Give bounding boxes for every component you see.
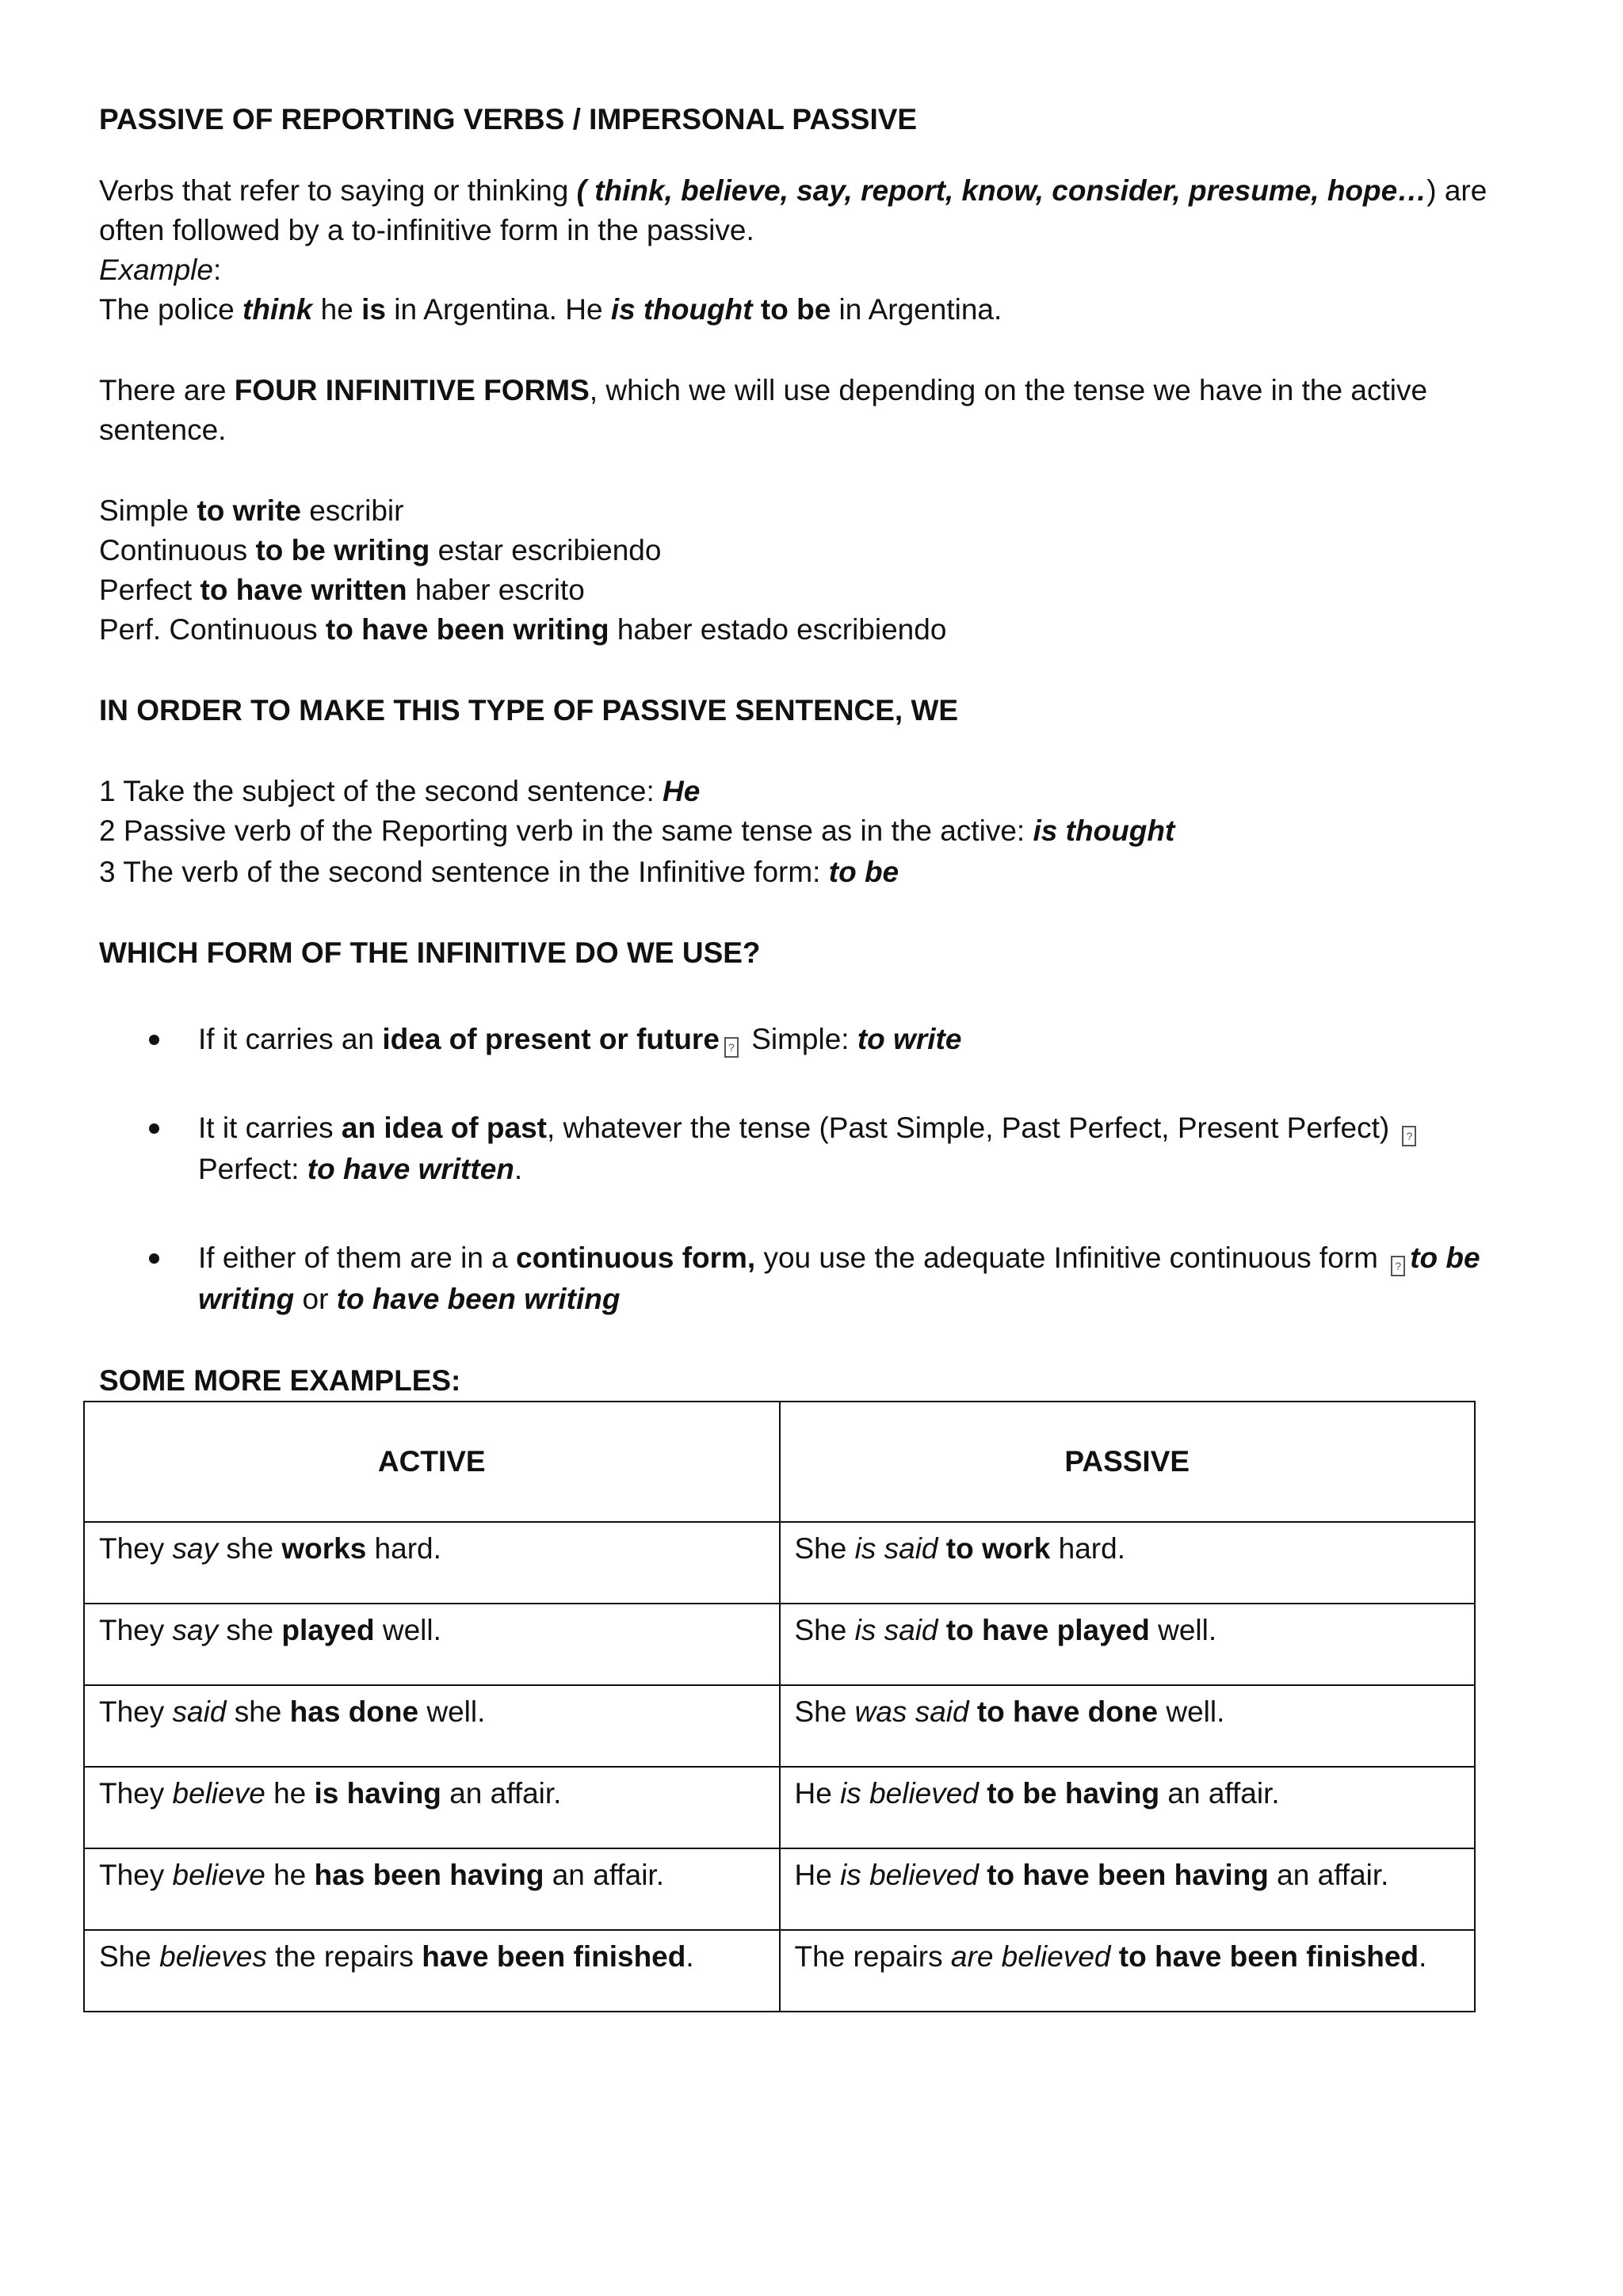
forms-intro-line-1 — [99, 371, 1427, 410]
bullet-text: Perfect: — [198, 1153, 307, 1185]
cell-text: well. — [1149, 1614, 1217, 1646]
cell-text: well. — [374, 1614, 441, 1646]
bullet-emph: an idea of past — [341, 1112, 547, 1144]
form-name: Perfect — [99, 574, 200, 606]
cell-text: an affair. — [441, 1777, 562, 1810]
intro-text: Verbs that refer to saying or thinking — [99, 174, 577, 207]
example-emph: is thought — [610, 293, 753, 326]
active-cell — [84, 1930, 780, 2012]
table-row — [84, 1604, 1475, 1685]
bullet-emph: to be — [1410, 1241, 1480, 1274]
table-row — [84, 1930, 1475, 2012]
cell-bold: to be having — [987, 1777, 1160, 1810]
bullet-icon — [149, 1253, 159, 1264]
cell-text: He — [794, 1859, 841, 1891]
cell-text: an affair. — [1268, 1859, 1389, 1891]
cell-text — [979, 1859, 987, 1891]
cell-italic: was said — [854, 1695, 969, 1728]
bullet-text: Simple: — [743, 1023, 857, 1055]
bullet-text: or — [294, 1283, 337, 1315]
arrow-glyph-icon: ? — [1391, 1256, 1405, 1276]
table-row — [84, 1685, 1475, 1767]
passive-cell — [780, 1685, 1476, 1767]
cell-bold: to have been finished — [1118, 1940, 1419, 1973]
cell-italic: believe — [172, 1859, 265, 1891]
cell-italic: is said — [854, 1532, 938, 1565]
bullet-1 — [198, 1019, 961, 1060]
bullet-emph: continuous form, — [516, 1241, 756, 1274]
cell-italic: believe — [172, 1777, 265, 1810]
step-text: 1 Take the subject of the second sentence: — [99, 775, 663, 807]
bullet-3-line-1 — [198, 1238, 1480, 1279]
column-header-passive: PASSIVE — [780, 1402, 1476, 1522]
active-cell — [84, 1685, 780, 1767]
intro-line-1 — [99, 171, 1487, 211]
table-header-row — [84, 1402, 1475, 1522]
cell-italic: is said — [854, 1614, 938, 1646]
examples-table — [83, 1401, 1476, 2012]
bullet-emph: to have been writing — [336, 1283, 621, 1315]
form-example: to be writing — [255, 534, 430, 566]
cell-italic: is believed — [840, 1777, 979, 1810]
bullet-text: . — [514, 1153, 523, 1185]
example-emph: is — [361, 293, 386, 326]
cell-bold: to work — [945, 1532, 1051, 1565]
cell-text — [969, 1695, 977, 1728]
cell-italic: is believed — [840, 1859, 979, 1891]
forms-intro-line-2: sentence. — [99, 414, 227, 446]
column-header-active: ACTIVE — [84, 1402, 780, 1522]
form-translation: escribir — [300, 494, 404, 527]
bullet-emph: idea of present or future — [382, 1023, 720, 1055]
step-emph: is thought — [1033, 814, 1175, 847]
step-emph: to be — [828, 856, 899, 888]
cell-text — [1111, 1940, 1119, 1973]
active-cell — [84, 1604, 780, 1685]
cell-text: an affair. — [1159, 1777, 1280, 1810]
cell-italic: believes — [159, 1940, 267, 1973]
bullet-text: , whatever the tense (Past Simple, Past Perfect, Present Perfect) — [546, 1112, 1398, 1144]
bullet-text: It it carries — [198, 1112, 342, 1144]
cell-text: She — [99, 1940, 160, 1973]
form-translation: estar escribiendo — [430, 534, 662, 566]
step-3 — [99, 852, 899, 892]
cell-text: They — [99, 1614, 173, 1646]
forms-intro-text: , which we will use depending on the tense we have in the active — [589, 374, 1428, 406]
cell-text: hard. — [1050, 1532, 1125, 1565]
table-row — [84, 1848, 1475, 1930]
step-emph: He — [663, 775, 701, 807]
infinitive-form-perfect — [99, 570, 585, 610]
cell-text: she — [226, 1695, 290, 1728]
cell-text — [938, 1532, 946, 1565]
example-emph: think — [242, 293, 313, 326]
cell-text: The repairs — [794, 1940, 951, 1973]
form-example: to have written — [200, 574, 407, 606]
cell-bold: played — [281, 1614, 375, 1646]
form-name: Simple — [99, 494, 197, 527]
passive-cell — [780, 1522, 1476, 1604]
infinitive-form-perf-continuous — [99, 610, 946, 650]
example-text: in Argentina. — [831, 293, 1002, 326]
bullet-icon — [149, 1035, 159, 1045]
forms-intro-emph: FOUR INFINITIVE FORMS — [234, 374, 590, 406]
active-cell — [84, 1848, 780, 1930]
cell-text: hard. — [366, 1532, 441, 1565]
cell-text: They — [99, 1532, 173, 1565]
forms-intro-text: There are — [99, 374, 235, 406]
active-cell — [84, 1522, 780, 1604]
cell-text: he — [265, 1859, 315, 1891]
table-row — [84, 1767, 1475, 1848]
cell-bold: has done — [289, 1695, 419, 1728]
table-row — [84, 1522, 1475, 1604]
passive-cell — [780, 1767, 1476, 1848]
cell-bold: to have been having — [987, 1859, 1269, 1891]
form-translation: haber escrito — [407, 574, 585, 606]
bullet-3-line-2 — [198, 1279, 620, 1320]
form-translation: haber estado escribiendo — [609, 613, 947, 646]
infinitive-form-simple — [99, 491, 403, 531]
step-1 — [99, 772, 700, 811]
intro-text: ) are — [1426, 174, 1487, 207]
cell-bold: works — [281, 1532, 367, 1565]
example-text: he — [312, 293, 362, 326]
bullet-emph: to have written — [307, 1153, 514, 1185]
step-text: 2 Passive verb of the Reporting verb in the same tense as in the active: — [99, 814, 1033, 847]
bullet-emph: writing — [198, 1283, 295, 1315]
cell-text: She — [794, 1695, 855, 1728]
form-example: to write — [197, 494, 301, 527]
passive-cell — [780, 1848, 1476, 1930]
cell-text: He — [794, 1777, 841, 1810]
example-emph: to be — [752, 293, 831, 326]
cell-text: She — [794, 1532, 855, 1565]
cell-text: They — [99, 1777, 173, 1810]
cell-bold: to have played — [945, 1614, 1150, 1646]
bullet-icon — [149, 1123, 159, 1134]
cell-bold: have been finished — [422, 1940, 686, 1973]
cell-bold: is having — [314, 1777, 441, 1810]
cell-text: They — [99, 1695, 173, 1728]
active-cell — [84, 1767, 780, 1848]
cell-text: She — [794, 1614, 855, 1646]
example-label-text: Example — [99, 254, 213, 286]
passive-cell — [780, 1930, 1476, 2012]
example-text: in Argentina. He — [385, 293, 611, 326]
example-label — [99, 250, 221, 290]
example-colon: : — [212, 254, 222, 286]
example-text: The police — [99, 293, 242, 326]
cell-text: an affair. — [544, 1859, 664, 1891]
intro-line-2: often followed by a to-infinitive form in the passive. — [99, 214, 754, 246]
bullet-text: If either of them are in a — [198, 1241, 517, 1274]
cell-text: well. — [1158, 1695, 1225, 1728]
cell-text: he — [265, 1777, 315, 1810]
arrow-glyph-icon: ? — [1402, 1126, 1416, 1146]
arrow-glyph-icon: ? — [724, 1037, 739, 1058]
step-text: 3 The verb of the second sentence in the Infinitive form: — [99, 856, 829, 888]
form-name: Perf. Continuous — [99, 613, 326, 646]
reporting-verbs-list: ( think, believe, say, report, know, consider, presume, hope… — [576, 174, 1427, 207]
cell-italic: say — [172, 1614, 219, 1646]
cell-italic: say — [172, 1532, 219, 1565]
cell-text: she — [218, 1532, 282, 1565]
form-name: Continuous — [99, 534, 256, 566]
form-example: to have been writing — [325, 613, 609, 646]
bullet-2-line-2 — [198, 1149, 522, 1190]
bullet-2-line-1 — [198, 1108, 1421, 1149]
cell-italic: said — [172, 1695, 227, 1728]
cell-text: . — [685, 1940, 694, 1973]
page-title: PASSIVE OF REPORTING VERBS / IMPERSONAL PASSIVE — [99, 103, 918, 135]
cell-text: she — [218, 1614, 282, 1646]
bullet-emph: to write — [857, 1023, 962, 1055]
more-examples-heading: SOME MORE EXAMPLES: — [99, 1364, 461, 1397]
step-2 — [99, 811, 1174, 851]
cell-text: the repairs — [266, 1940, 422, 1973]
bullet-text: If it carries an — [198, 1023, 383, 1055]
cell-text: They — [99, 1859, 173, 1891]
which-heading: WHICH FORM OF THE INFINITIVE DO WE USE? — [99, 936, 761, 969]
cell-bold: to have done — [976, 1695, 1159, 1728]
order-heading: IN ORDER TO MAKE THIS TYPE OF PASSIVE SENTENCE, WE — [99, 694, 959, 727]
bullet-text: you use the adequate Infinitive continuous form — [755, 1241, 1387, 1274]
cell-italic: are believed — [950, 1940, 1111, 1973]
passive-cell — [780, 1604, 1476, 1685]
example-sentence — [99, 290, 1002, 330]
cell-text — [938, 1614, 946, 1646]
cell-text — [979, 1777, 987, 1810]
cell-bold: has been having — [314, 1859, 544, 1891]
infinitive-form-continuous — [99, 531, 661, 570]
cell-text: well. — [418, 1695, 486, 1728]
cell-text: . — [1419, 1940, 1427, 1973]
